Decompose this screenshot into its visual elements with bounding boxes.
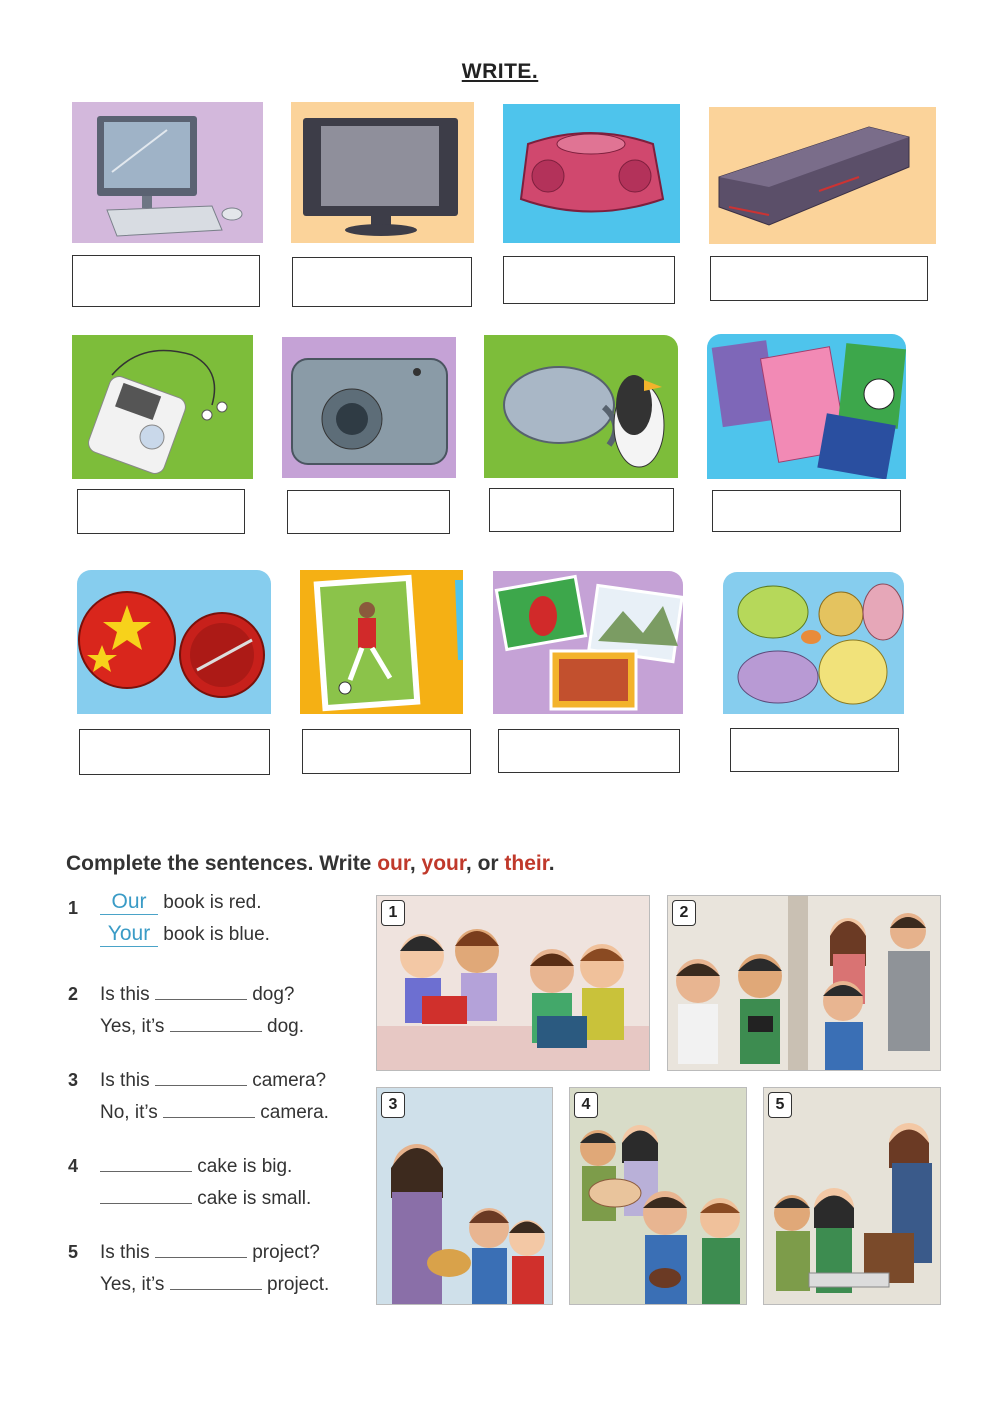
postcards-icon — [493, 571, 683, 714]
answer-input-10[interactable] — [303, 730, 470, 773]
blank-line[interactable] — [170, 1271, 262, 1290]
dvd-player-icon — [709, 107, 936, 244]
heading-comma: , — [409, 852, 422, 875]
answer-box-8[interactable] — [712, 490, 901, 532]
blank-line[interactable] — [155, 1067, 247, 1086]
answer-box-6[interactable] — [287, 490, 450, 534]
sentence-5-line-1 — [100, 1239, 320, 1264]
sentence-3-line-2 — [100, 1099, 329, 1124]
answer-box-11[interactable] — [498, 729, 680, 773]
sentence-text: camera. — [260, 1102, 329, 1123]
answer-input-7[interactable] — [490, 489, 673, 531]
blank-line[interactable] — [163, 1099, 255, 1118]
sentence-number: 5 — [68, 1242, 79, 1262]
illustration-panel-4 — [569, 1087, 747, 1305]
sentence-number: 2 — [68, 984, 79, 1004]
answer-box-1[interactable] — [72, 255, 260, 307]
blank-line[interactable] — [170, 1013, 262, 1032]
sticker-icon — [300, 570, 463, 714]
sentence-text: cake is big. — [197, 1156, 293, 1177]
filled-answer: Our — [100, 890, 158, 915]
heading-period: . — [548, 852, 555, 875]
answer-box-10[interactable] — [302, 729, 471, 774]
panel-number: 3 — [381, 1092, 405, 1118]
answer-box-12[interactable] — [730, 728, 899, 772]
sentence-number: 1 — [68, 898, 79, 918]
sentence-text: Is this — [100, 984, 150, 1005]
heading-or: , or — [465, 852, 505, 875]
sentence-text: cake is small. — [197, 1188, 312, 1209]
sentence-4-line-2 — [100, 1185, 311, 1210]
answer-box-7[interactable] — [489, 488, 674, 532]
answer-input-3[interactable] — [504, 257, 674, 303]
sentence-text: book is red. — [163, 892, 262, 913]
sentence-2-line-1 — [100, 981, 294, 1006]
answer-box-4[interactable] — [710, 256, 928, 301]
sentence-5-line-2 — [100, 1271, 329, 1296]
blank-line[interactable] — [100, 1185, 192, 1204]
keyword-their: their — [504, 852, 549, 875]
comics-icon — [707, 334, 906, 479]
sentence-number: 3 — [68, 1070, 79, 1090]
sentence-1-line-2 — [100, 922, 270, 947]
answer-box-9[interactable] — [79, 729, 270, 775]
sentence-text: dog. — [267, 1016, 304, 1037]
blank-line[interactable] — [155, 1239, 247, 1258]
illustration-panel-5 — [763, 1087, 941, 1305]
sentence-1-line-1 — [100, 890, 262, 915]
shells-icon — [723, 572, 904, 714]
sentence-text: No, it’s — [100, 1102, 158, 1123]
illustration-panel-2 — [667, 895, 941, 1071]
answer-input-12[interactable] — [731, 729, 898, 771]
panel-number: 4 — [574, 1092, 598, 1118]
sentence-text: Yes, it’s — [100, 1016, 165, 1037]
cd-player-icon — [503, 104, 680, 243]
answer-input-6[interactable] — [288, 491, 449, 533]
heading-text: Complete the sentences. Write — [66, 852, 378, 875]
answer-input-8[interactable] — [713, 491, 900, 531]
panel-number: 1 — [381, 900, 405, 926]
answer-input-1[interactable] — [73, 256, 259, 306]
sentence-text: Is this — [100, 1242, 150, 1263]
answer-box-3[interactable] — [503, 256, 675, 304]
sentence-text: camera? — [252, 1070, 327, 1091]
sentence-4-line-1 — [100, 1153, 292, 1178]
toy-animals-icon — [484, 335, 678, 478]
filled-answer: Your — [100, 922, 158, 947]
sentence-3-line-1 — [100, 1067, 326, 1092]
exercise-heading — [66, 852, 555, 876]
sentence-number: 4 — [68, 1156, 79, 1176]
sentence-text: dog? — [252, 984, 295, 1005]
panel-number: 2 — [672, 900, 696, 926]
sentence-text: Yes, it’s — [100, 1274, 165, 1295]
blank-line[interactable] — [100, 1153, 192, 1172]
answer-input-9[interactable] — [80, 730, 269, 774]
sentence-text: book is blue. — [163, 924, 270, 945]
balls-icon — [77, 570, 271, 714]
blank-line[interactable] — [155, 981, 247, 1000]
illustration-panel-1 — [376, 895, 650, 1071]
illustration-panel-3 — [376, 1087, 553, 1305]
answer-input-4[interactable] — [711, 257, 927, 300]
sentence-text: project? — [252, 1242, 320, 1263]
answer-input-5[interactable] — [78, 490, 244, 533]
camera-icon — [282, 337, 456, 478]
panel-number: 5 — [768, 1092, 792, 1118]
sentence-2-line-2 — [100, 1013, 304, 1038]
sentence-text: Is this — [100, 1070, 150, 1091]
mp3-player-icon — [72, 335, 253, 479]
keyword-our: our — [377, 852, 410, 875]
keyword-your: your — [421, 852, 466, 875]
answer-box-5[interactable] — [77, 489, 245, 534]
answer-input-11[interactable] — [499, 730, 679, 772]
answer-box-2[interactable] — [292, 257, 472, 307]
sentence-text: project. — [267, 1274, 330, 1295]
answer-input-2[interactable] — [293, 258, 471, 306]
computer-icon — [72, 102, 263, 243]
tv-icon — [291, 102, 474, 243]
page-title: WRITE. — [461, 60, 539, 83]
